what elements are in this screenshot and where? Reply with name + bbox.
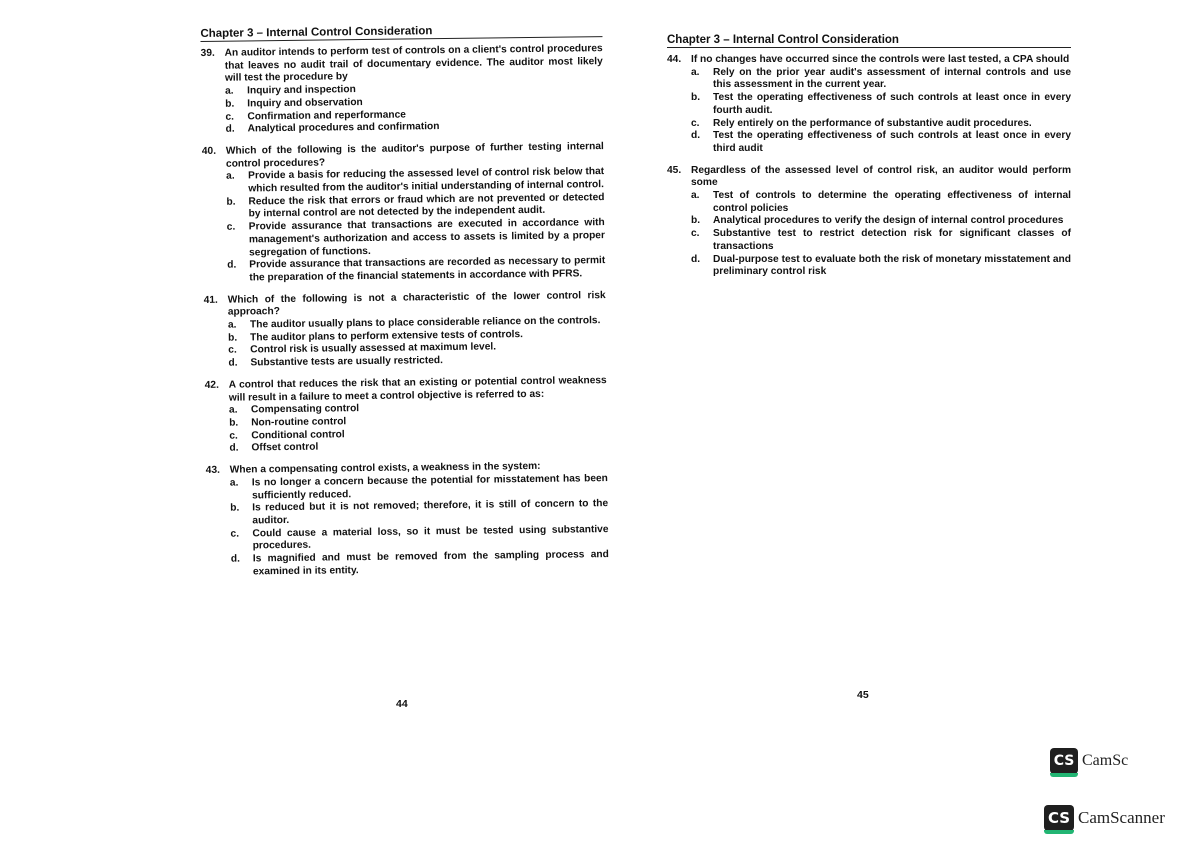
choice-list [667, 67, 1071, 156]
choice-list [201, 81, 604, 137]
question-list [667, 54, 1071, 279]
choice-text: Provide assurance that transactions are executed in accordance with management's authorization and access to assets is limited by a proper segregation of functions. [248, 217, 605, 258]
choice-text: Confirmation and reperformance [247, 109, 406, 122]
camscanner-text: CamScanner [1078, 808, 1165, 827]
choice-letter: b. [229, 417, 239, 429]
choice-text: Reduce the risk that errors or fraud which are not prevented or detected by internal control are not detected by the independent audit. [248, 191, 605, 220]
answer-choice [667, 254, 1071, 279]
question-text: Which of the following is not a characteristic of the lower control risk approach? [227, 289, 606, 319]
choice-letter: d. [230, 553, 240, 565]
choice-letter: c. [691, 117, 700, 129]
choice-letter: d. [229, 442, 239, 455]
camscanner-logo-icon: CS [1044, 805, 1074, 831]
question-text: Regardless of the assessed level of control risk, an auditor would perform some [691, 164, 1071, 189]
answer-choice [667, 92, 1071, 117]
choice-text: Non-routine control [251, 416, 347, 429]
choice-letter: b. [230, 502, 240, 514]
choice-text: Rely on the prior year audit's assessment of internal controls and use this assessment in the current year. [713, 66, 1071, 91]
choice-letter: d. [691, 130, 701, 142]
right-page [667, 0, 1071, 279]
camscanner-logo-icon: CS [1050, 748, 1078, 774]
question-list [201, 43, 609, 579]
question [206, 460, 609, 579]
camscanner-watermark-top [1050, 748, 1128, 774]
choice-letter: b. [225, 98, 235, 110]
choice-list [205, 400, 608, 456]
choice-letter: b. [226, 196, 236, 208]
question-number: 43. [205, 464, 220, 477]
question-text: If no changes have occurred since the controls were last tested, a CPA should [691, 54, 1070, 65]
choice-letter: a. [226, 170, 235, 183]
choice-text: Dual-purpose test to evaluate both the risk of monetary misstatement and preliminary control risk [713, 253, 1071, 278]
choice-list [667, 190, 1071, 279]
choice-letter: a. [225, 85, 234, 97]
answer-choice [203, 217, 605, 260]
answer-choice [203, 255, 605, 285]
choice-text: Is magnified and must be removed from the sampling process and examined in its entity. [252, 549, 609, 578]
choice-letter: c. [691, 228, 700, 240]
question-text: Which of the following is the auditor's purpose of further testing internal control procedures? [225, 140, 604, 170]
question-text: When a compensating control exists, a weakness in the system: [229, 460, 541, 476]
choice-text: Is reduced but it is not removed; therefore, it is still of concern to the auditor. [252, 498, 609, 527]
choice-text: Inquiry and inspection [247, 84, 356, 97]
answer-choice [667, 67, 1071, 92]
choice-letter: b. [691, 92, 701, 104]
choice-letter: c. [225, 111, 234, 123]
left-page [200, 0, 609, 579]
choice-text: Test the operating effectiveness of such controls at least once in every fourth audit. [713, 92, 1071, 116]
choice-text: Compensating control [250, 403, 360, 416]
choice-text: Analytical procedures to verify the design of internal control procedures [713, 215, 1064, 227]
choice-text: The auditor plans to perform extensive tests of controls. [250, 328, 524, 344]
question-number: 44. [667, 54, 682, 65]
choice-text: Conditional control [251, 428, 345, 442]
answer-choice [207, 549, 609, 579]
choice-letter: b. [228, 332, 238, 344]
choice-text: Provide assurance that transactions are recorded as necessary to permit the preparation of the financial statements in accordance with PFRS. [249, 255, 606, 284]
choice-letter: a. [229, 477, 239, 489]
choice-letter: a. [691, 190, 700, 202]
choice-letter: a. [227, 319, 237, 331]
camscanner-text: CamSc [1082, 752, 1129, 769]
choice-list [204, 315, 607, 371]
choice-text: Could cause a material loss, so it must be tested using substantive procedures. [252, 523, 609, 552]
chapter-heading: Chapter 3 – Internal Control Consideration [200, 23, 602, 42]
choice-letter: b. [691, 215, 701, 227]
choice-text: Analytical procedures and confirmation [247, 121, 440, 135]
question [667, 54, 1071, 156]
page-number: 44 [396, 698, 408, 710]
choice-text: Substantive test to restrict detection risk for significant classes of transactions [713, 228, 1071, 252]
choice-letter: d. [691, 253, 701, 265]
choice-text: Control risk is usually assessed at maximum level. [250, 341, 497, 356]
choice-letter: c. [228, 345, 237, 357]
question-number: 45. [667, 164, 682, 176]
choice-letter: a. [691, 66, 700, 78]
question-number: 41. [203, 294, 218, 306]
question-text: An auditor intends to perform test of controls on a client's control procedures that leaves no audit trail of documentary evidence. The auditor most likely will test the procedure by [224, 43, 603, 85]
camscanner-watermark-bottom [1044, 805, 1165, 831]
answer-choice [667, 190, 1071, 215]
choice-letter: a. [228, 404, 238, 416]
choice-text: Provide a basis for reducing the assessed level of control risk below that which resulted from the auditor's initial understanding of internal control. [248, 166, 605, 195]
choice-letter: c. [229, 430, 238, 442]
answer-choice [667, 130, 1071, 155]
choice-text: Rely entirely on the performance of substantive audit procedures. [713, 117, 1032, 129]
choice-text: The auditor usually plans to place considerable reliance on the controls. [249, 315, 601, 331]
chapter-heading: Chapter 3 – Internal Control Consideration [667, 34, 1071, 48]
question [204, 290, 607, 371]
choice-text: Is no longer a concern because the potential for misstatement has been sufficiently reduced. [251, 472, 608, 501]
choice-letter: d. [225, 123, 235, 135]
choice-text: Substantive tests are usually restricted. [250, 355, 444, 369]
choice-letter: c. [230, 528, 240, 540]
answer-choice [667, 215, 1071, 228]
question [205, 375, 608, 456]
answer-choice [667, 118, 1071, 131]
choice-text: Test of controls to determine the operating effectiveness of internal control policies [713, 190, 1071, 214]
answer-choice [667, 228, 1071, 253]
choice-text: Inquiry and observation [247, 96, 363, 110]
choice-letter: d. [227, 259, 237, 271]
choice-list [206, 473, 609, 580]
question [202, 141, 606, 286]
question [201, 43, 604, 137]
choice-letter: c. [226, 221, 236, 233]
page-number: 45 [857, 689, 869, 701]
question-number: 42. [204, 379, 219, 391]
choice-list [202, 166, 605, 285]
question-number: 39. [200, 47, 215, 59]
question-text: A control that reduces the risk that an existing or potential control weakness will result in a failure to meet a control objective is referred to as: [228, 374, 607, 404]
choice-text: Test the operating effectiveness of such controls at least once in every third audit [713, 130, 1071, 154]
question [667, 165, 1071, 279]
choice-text: Offset control [251, 441, 319, 454]
question-number: 40. [201, 145, 217, 157]
choice-letter: d. [228, 357, 238, 369]
